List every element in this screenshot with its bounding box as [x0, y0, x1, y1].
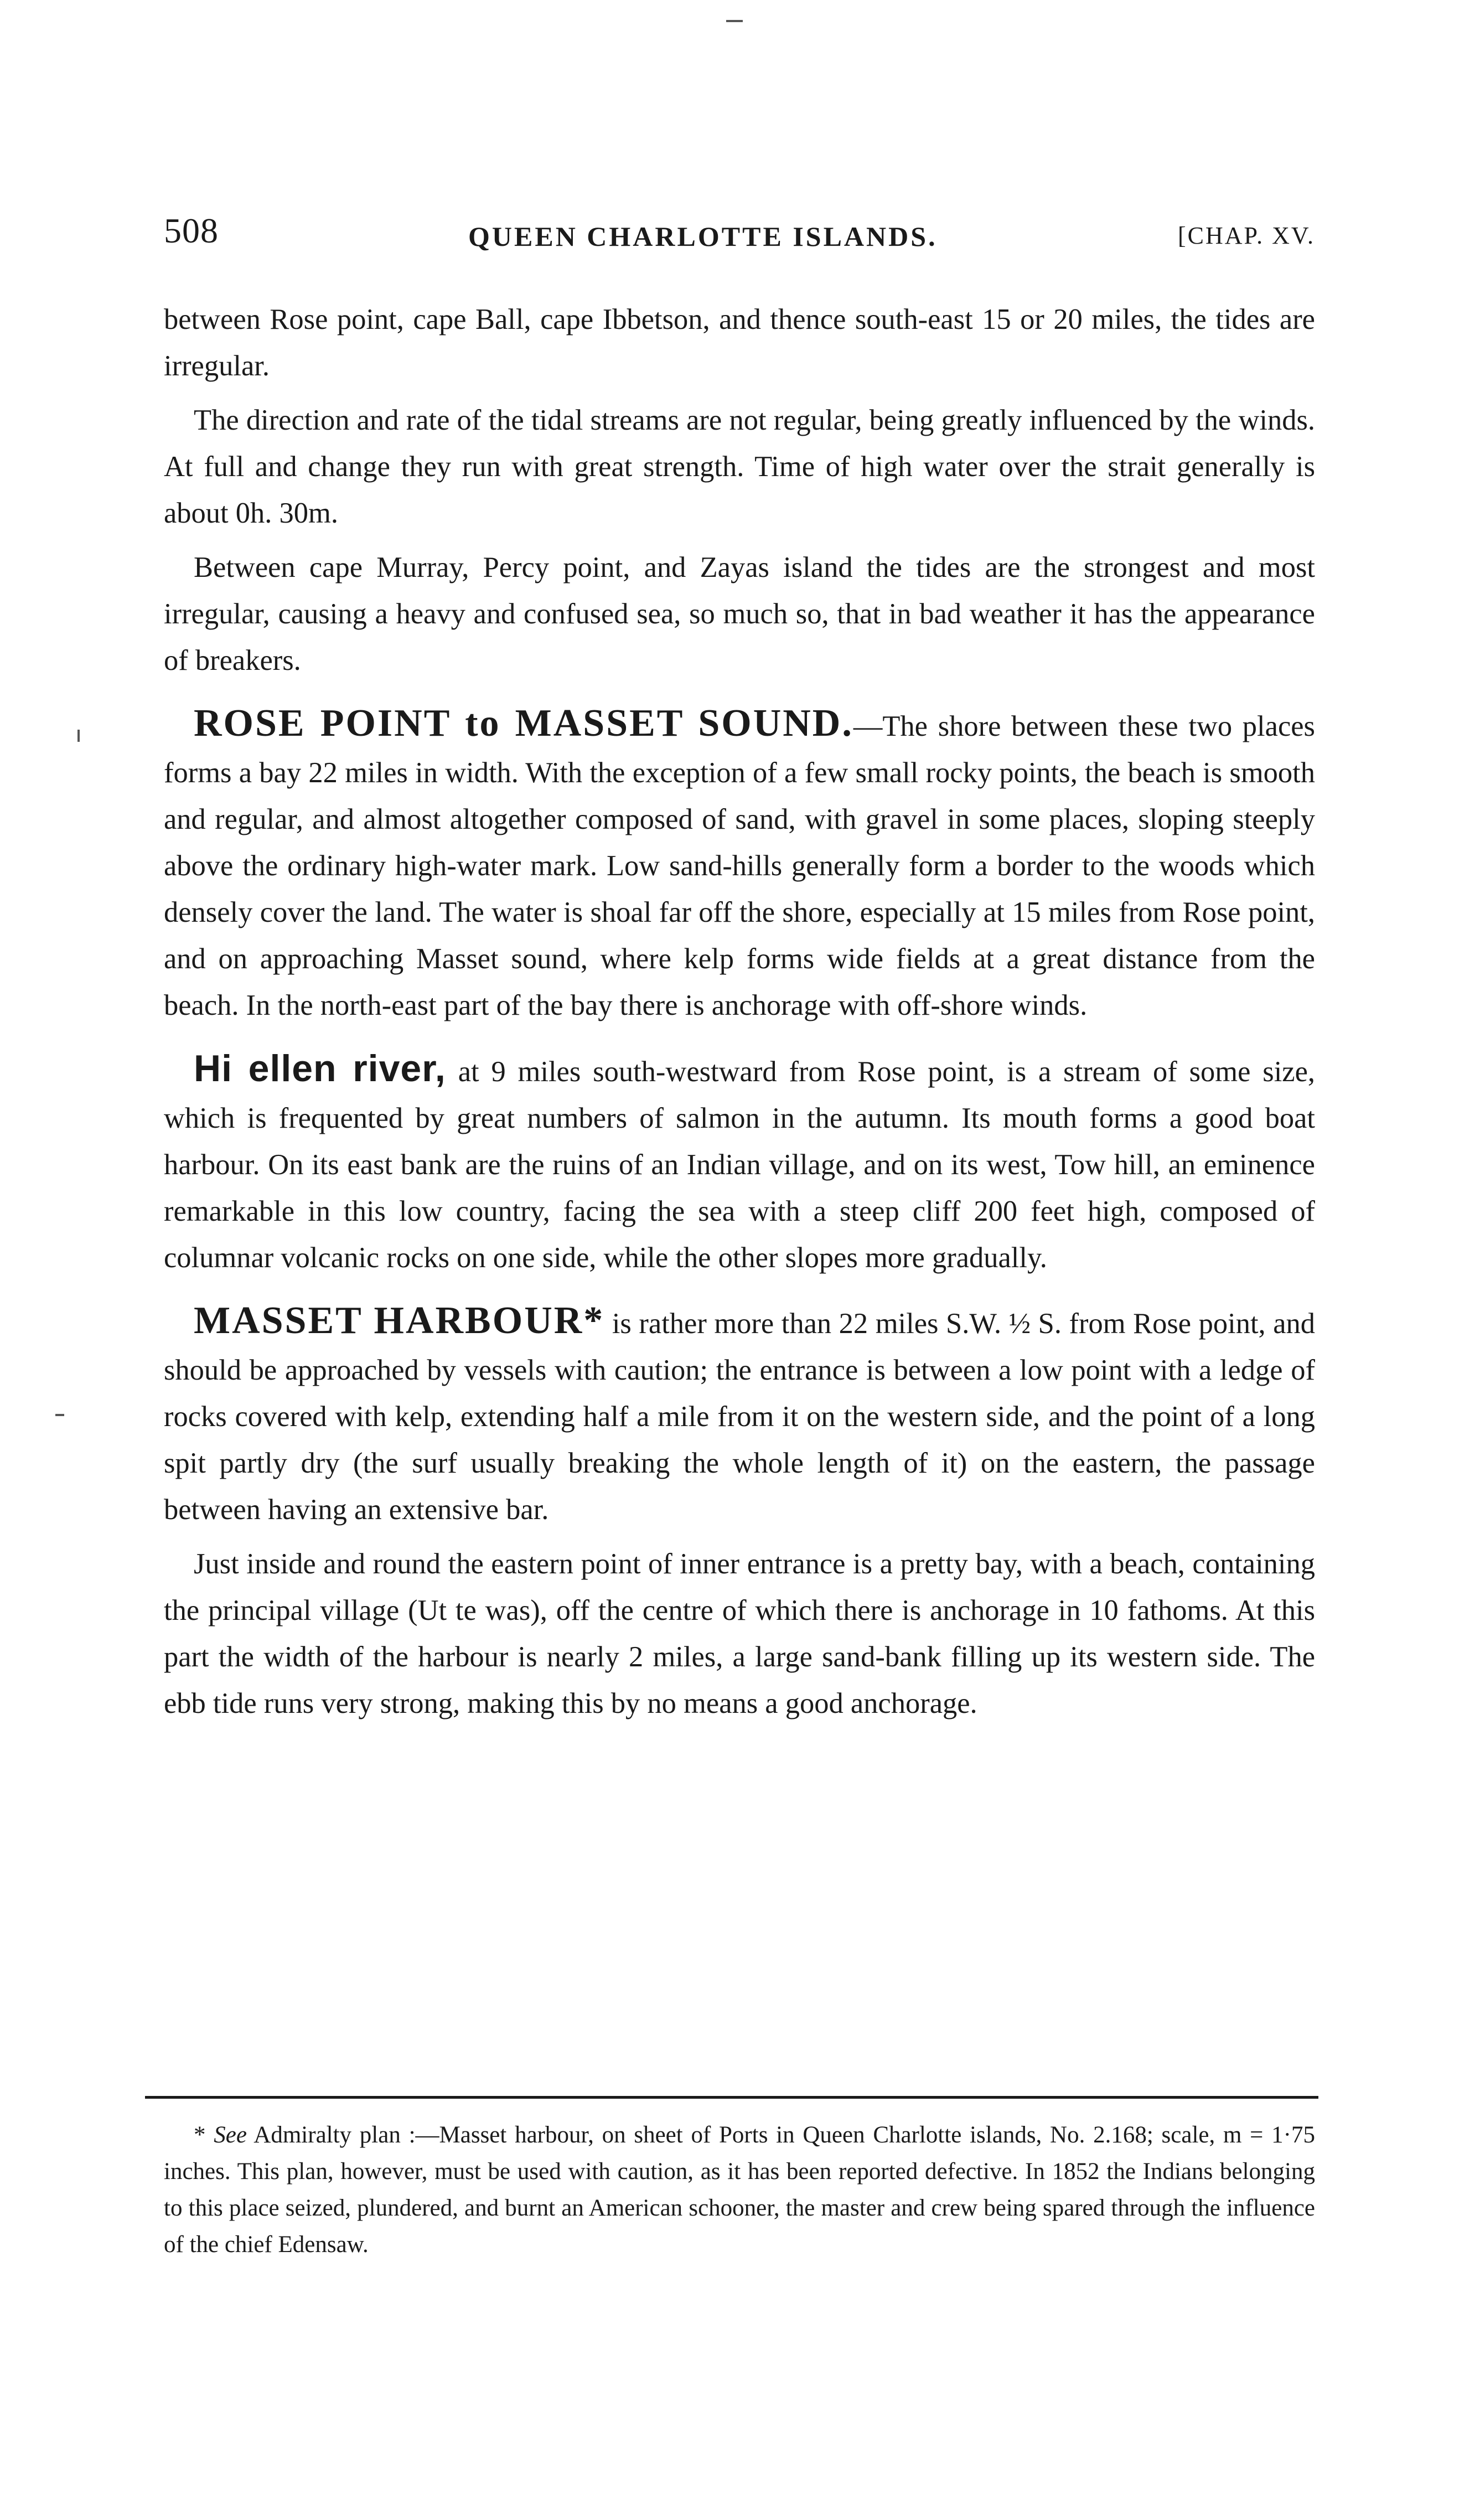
scan-speck — [77, 730, 80, 742]
paragraph-text: The direction and rate of the tidal streams are not regular, being greatly influenced by the winds. At full and change they run with great strength. Time of high water over the strait generally is about 0h. 30m. — [164, 404, 1315, 529]
page-header — [164, 210, 1315, 260]
paragraph-tidal-streams — [164, 397, 1315, 536]
footnote-text — [164, 2117, 1315, 2263]
scan-speck — [55, 1414, 64, 1416]
section-hiellen-river — [164, 1045, 1315, 1281]
paragraph-text: is rather more than 22 miles S.W. ½ S. from Rose point, and should be approached by vessels with caution; the entrance is between a low point with a ledge of rocks covered with kelp, extending half a mile from it on the western side, and the point of a long spit partly dry (the surf usually breaking the whole length of it) on the eastern, the passage between having an extensive bar. — [164, 1308, 1315, 1526]
footnote-see: See — [214, 2122, 247, 2148]
section-heading: Hi ellen river, — [194, 1047, 446, 1089]
footnote-divider — [145, 2096, 1318, 2099]
paragraph-tides-irregular — [164, 296, 1315, 389]
main-text — [164, 296, 1315, 1734]
section-rose-point — [164, 700, 1315, 1029]
paragraph-cape-murray — [164, 544, 1315, 684]
page-number: 508 — [164, 211, 219, 250]
chapter-label: [CHAP. XV. — [1177, 222, 1315, 249]
section-heading: MASSET HARBOUR* — [194, 1299, 605, 1342]
paragraph-text: Just inside and round the eastern point of inner entrance is a pretty bay, with a beach, containing the principal village (Ut te was), off the centre of which there is anchorage in 10 fathoms. At this part the width of the harbour is nearly 2 miles, a large sand-bank filling up its western side. The ebb tide runs very strong, making this by no means a good anchorage. — [164, 1548, 1315, 1719]
section-heading: ROSE POINT to MASSET SOUND. — [194, 702, 853, 745]
paragraph-text: at 9 miles south-westward from Rose point, is a stream of some size, which is frequented by great numbers of salmon in the autumn. Its mouth forms a good boat harbour. On its east bank are the ruins of an Indian village, and on its west, Tow hill, an eminence remarkable in this low country, facing the sea with a steep cliff 200 feet high, composed of columnar volcanic rocks on one side, while the other slopes more gradually. — [164, 1056, 1316, 1274]
scan-speck — [726, 20, 743, 22]
footnote-marker: * — [194, 2122, 214, 2148]
paragraph-text: —The shore between these two places forms a bay 22 miles in width. With the exception of a few small rocky points, the beach is smooth and regular, and almost altogether composed of sand, with gravel in some places, sloping steeply above the ordinary high-water mark. Low sand-hills generally form a border to the woods which densely cover the land. The water is shoal far off the shore, especially at 15 miles from Rose point, and on approaching Masset sound, where kelp forms wide fields at a great distance from the beach. In the north-east part of the bay there is anchorage with off-shore winds. — [164, 710, 1315, 1021]
running-title: QUEEN CHARLOTTE ISLANDS. — [468, 221, 938, 252]
footnote-body: Admiralty plan :—Masset harbour, on sheet of Ports in Queen Charlotte islands, No. 2.168; scale, m = 1·75 inches. This plan, however, must be used with caution, as it has been reported defective. In 1852 the Indians belonging to this place seized, plundered, and burnt an American schooner, the master and crew being spared through the influence of the chief Edensaw. — [164, 2122, 1315, 2258]
footnote — [164, 2117, 1315, 2263]
paragraph-inner-entrance — [164, 1541, 1315, 1727]
paragraph-text: Between cape Murray, Percy point, and Zayas island the tides are the strongest and most irregular, causing a heavy and confused sea, so much so, that in bad weather it has the appearance of breakers. — [164, 551, 1315, 677]
section-masset-harbour — [164, 1298, 1315, 1533]
paragraph-text: between Rose point, cape Ball, cape Ibbetson, and thence south-east 15 or 20 miles, the tides are irregular. — [164, 303, 1315, 382]
